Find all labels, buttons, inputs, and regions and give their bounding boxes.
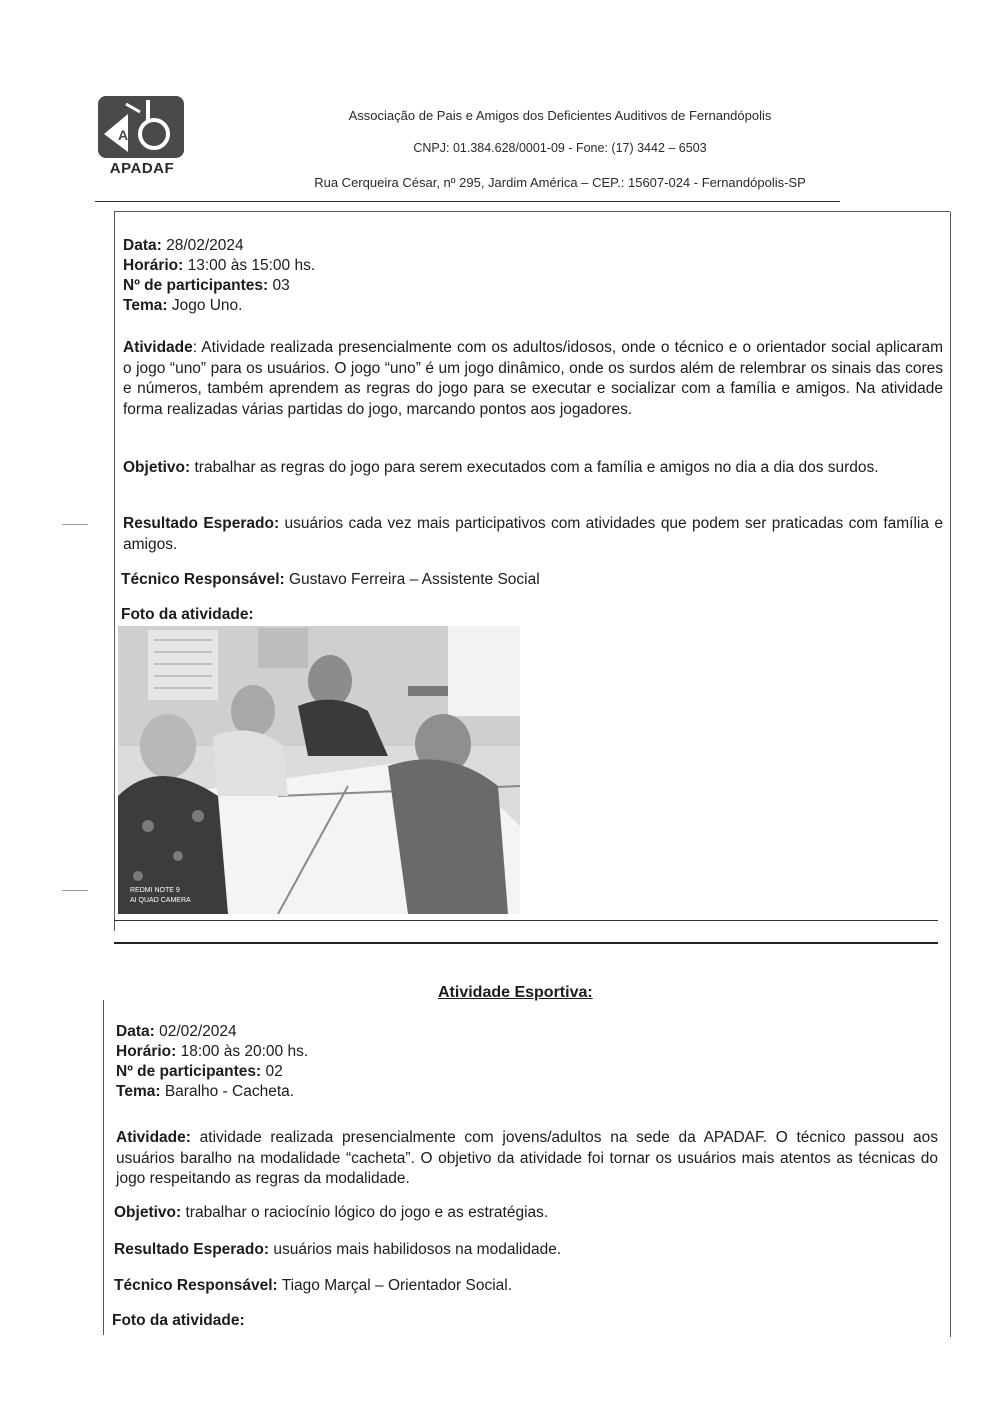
activity1-technician: Técnico Responsável: Gustavo Ferreira – Assistente Social — [121, 571, 540, 588]
svg-text:A: A — [118, 127, 129, 143]
box-border-left-lower — [103, 1000, 104, 1335]
header-divider — [95, 201, 840, 202]
activity1-participants: Nº de participantes: 03 — [123, 277, 290, 294]
activity2-photo-label: Foto da atividade: — [112, 1312, 245, 1329]
activity2-participants: Nº de participantes: 02 — [116, 1063, 283, 1080]
address-line: Rua Cerqueira César, nº 295, Jardim América – CEP.: 15607-024 - Fernandópolis-SP — [314, 175, 806, 190]
activity2-expected-result: Resultado Esperado: usuários mais habilidosos na modalidade. — [114, 1241, 562, 1258]
section-divider-thick — [114, 942, 938, 944]
activity1-description: Atividade: Atividade realizada presencialmente com os adultos/idosos, onde o técnico e o orientador social aplicaram o jogo “uno” para os usuários. O jogo “uno” é um jogo dinâmico, onde os surdos além de relembrar os sinais das cores e números, também aprendem as regras do jogo para se executar e socializar com a família e amigos. Na atividade forma realizadas várias partidas do jogo, marcando pontos aos jogadores. — [123, 339, 943, 418]
activity1-photo-label: Foto da atividade: — [121, 606, 254, 623]
logo-text: APADAF — [109, 160, 175, 177]
activity1-date: Data: 28/02/2024 — [123, 237, 244, 254]
activity1-time: Horário: 13:00 às 15:00 hs. — [123, 257, 316, 274]
activity1-photo — [118, 626, 520, 914]
photo-watermark: REDMI NOTE 9 — [130, 887, 180, 894]
activity1-expected-result: Resultado Esperado: usuários cada vez mais participativos com atividades que podem ser praticadas com família e amigos. — [123, 515, 943, 553]
activity1-objective: Objetivo: trabalhar as regras do jogo para serem executados com a família e amigos no dia a dia dos surdos. — [123, 459, 879, 476]
activity2-theme: Tema: Baralho - Cacheta. — [116, 1083, 295, 1100]
section-divider-thin — [114, 920, 938, 921]
scan-mark — [62, 890, 88, 891]
activity1-theme: Tema: Jogo Uno. — [123, 297, 243, 314]
activity2-description: Atividade: atividade realizada presencialmente com jovens/adultos na sede da APADAF. O técnico passou aos usuários baralho na modalidade “cacheta”. O objetivo da atividade foi tornar os usuários mais atentos as técnicas do jogo respeitando as regras da modalidade. — [116, 1129, 938, 1187]
activity2-technician: Técnico Responsável: Tiago Marçal – Orientador Social. — [114, 1277, 513, 1294]
scan-mark — [62, 524, 88, 525]
box-border-left — [114, 211, 115, 931]
section-title-sports-activity: Atividade Esportiva: — [438, 984, 593, 1001]
activity2-objective: Objetivo: trabalhar o raciocínio lógico do jogo e as estratégias. — [114, 1204, 549, 1221]
svg-text:AI QUAD CAMERA: AI QUAD CAMERA — [130, 897, 191, 904]
cnpj-phone-line: CNPJ: 01.384.628/0001-09 - Fone: (17) 3442 – 6503 — [413, 141, 707, 155]
organization-name: Associação de Pais e Amigos dos Deficientes Auditivos de Fernandópolis — [348, 108, 772, 123]
box-border-right — [950, 212, 951, 1337]
box-border-top — [114, 211, 950, 212]
activity2-date: Data: 02/02/2024 — [116, 1023, 237, 1040]
activity2-time: Horário: 18:00 às 20:00 hs. — [116, 1043, 309, 1060]
